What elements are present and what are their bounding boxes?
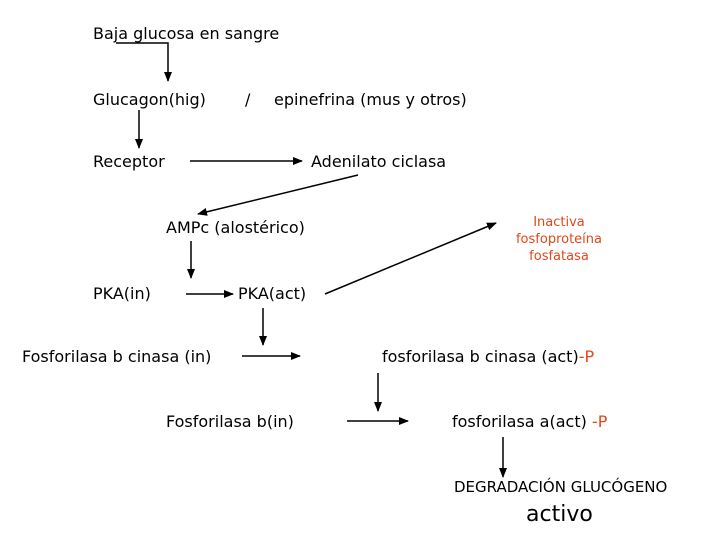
node-adenilato-ciclasa: Adenilato ciclasa	[311, 152, 447, 171]
node-pka-in: PKA(in)	[93, 284, 151, 303]
separator-slash: /	[245, 90, 251, 109]
arrow-pka-act-to-inactiva	[325, 223, 496, 294]
node-ampc: AMPc (alostérico)	[166, 218, 305, 237]
inactiva-line-1: Inactiva	[533, 215, 585, 230]
node-fosforilasa-b-cinasa-in: Fosforilasa b cinasa (in)	[22, 347, 212, 366]
inactiva-line-3: fosfatasa	[529, 249, 589, 264]
node-pka-act: PKA(act)	[238, 284, 307, 303]
node-degradacion-glucogeno: DEGRADACIÓN GLUCÓGENO	[454, 478, 668, 496]
node-receptor: Receptor	[93, 152, 165, 171]
node-glucagon: Glucagon(hig)	[93, 90, 206, 109]
node-fosforilasa-b-in: Fosforilasa b(in)	[166, 412, 294, 431]
node-baja-glucosa: Baja glucosa en sangre	[93, 24, 280, 43]
fa-act-label: fosforilasa a(act)	[452, 412, 592, 431]
fa-act-phosphate: -P	[591, 412, 608, 431]
arrow-baja-to-epinefrina-branch	[116, 43, 168, 81]
fbk-act-phosphate: -P	[578, 347, 595, 366]
inactiva-line-2: fosfoproteína	[515, 232, 602, 247]
arrow-adenilato-to-ampc	[198, 175, 358, 214]
node-activo: activo	[526, 502, 593, 527]
fbk-act-label: fosforilasa b cinasa (act)	[382, 347, 579, 366]
node-epinefrina: epinefrina (mus y otros)	[274, 90, 467, 109]
